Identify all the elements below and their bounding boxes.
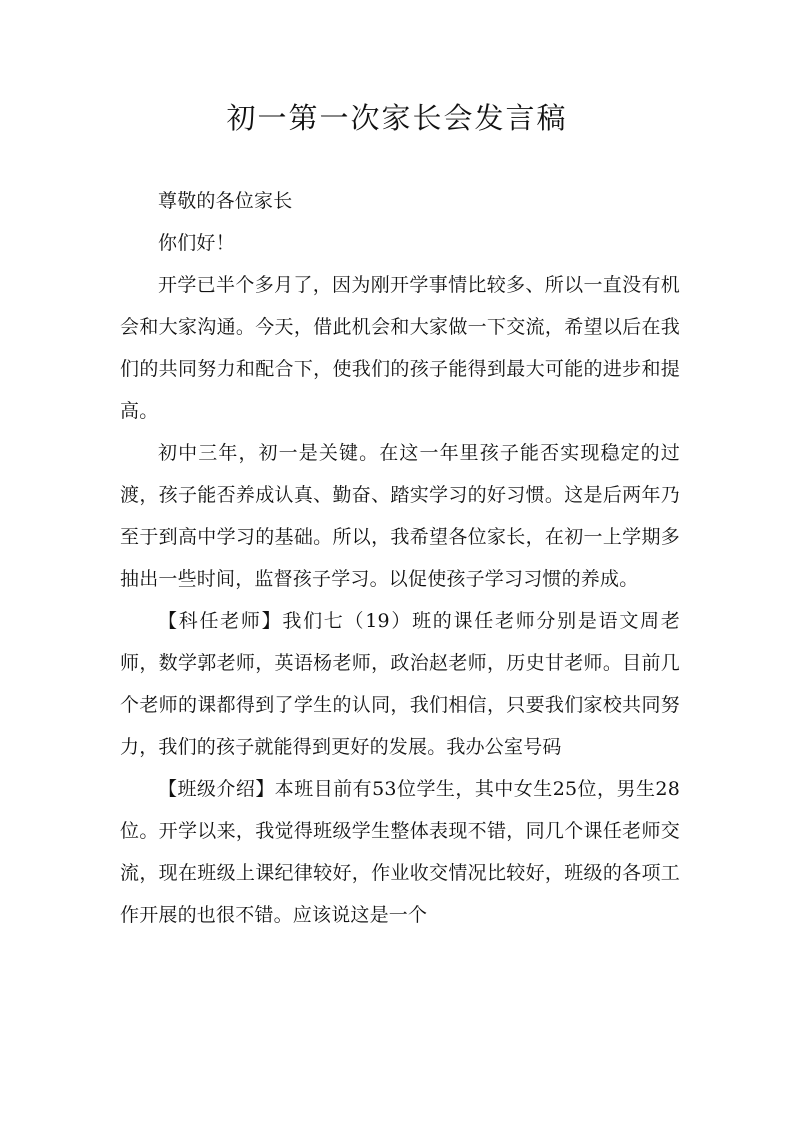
- paragraph-class-introduction: 【班级介绍】本班目前有53位学生，其中女生25位，男生28位。开学以来，我觉得班级学生整体表现不错，同几个课任老师交流，现在班级上课纪律较好，作业收交情况比较好，班级的各项工作开展的也很不错。应该说这是一个: [120, 778, 680, 926]
- page-title: 初一第一次家长会发言稿: [226, 101, 568, 135]
- paragraph-opening: 开学已半个多月了，因为刚开学事情比较多、所以一直没有机会和大家沟通。今天，借此机会和大家做一下交流，希望以后在我们的共同努力和配合下，使我们的孩子能得到最大可能的进步和提高。: [120, 274, 680, 422]
- greeting: 你们好！: [158, 232, 235, 254]
- paragraph-first-year: 初中三年，初一是关键。在这一年里孩子能否实现稳定的过渡，孩子能否养成认真、勤奋、踏实学习的好习惯。这是后两年乃至于到高中学习的基础。所以，我希望各位家长，在初一上学期多抽出一些时间，监督孩子学习。以促使孩子学习习惯的养成。: [120, 442, 680, 590]
- paragraph-subject-teachers: 【科任老师】我们七（19）班的课任老师分别是语文周老师，数学郭老师，英语杨老师，政治赵老师，历史甘老师。目前几个老师的课都得到了学生的认同，我们相信，只要我们家校共同努力，我们的孩子就能得到更好的发展。我办公室号码: [120, 610, 680, 758]
- document-body: [120, 180, 680, 936]
- salutation: 尊敬的各位家长: [158, 190, 293, 212]
